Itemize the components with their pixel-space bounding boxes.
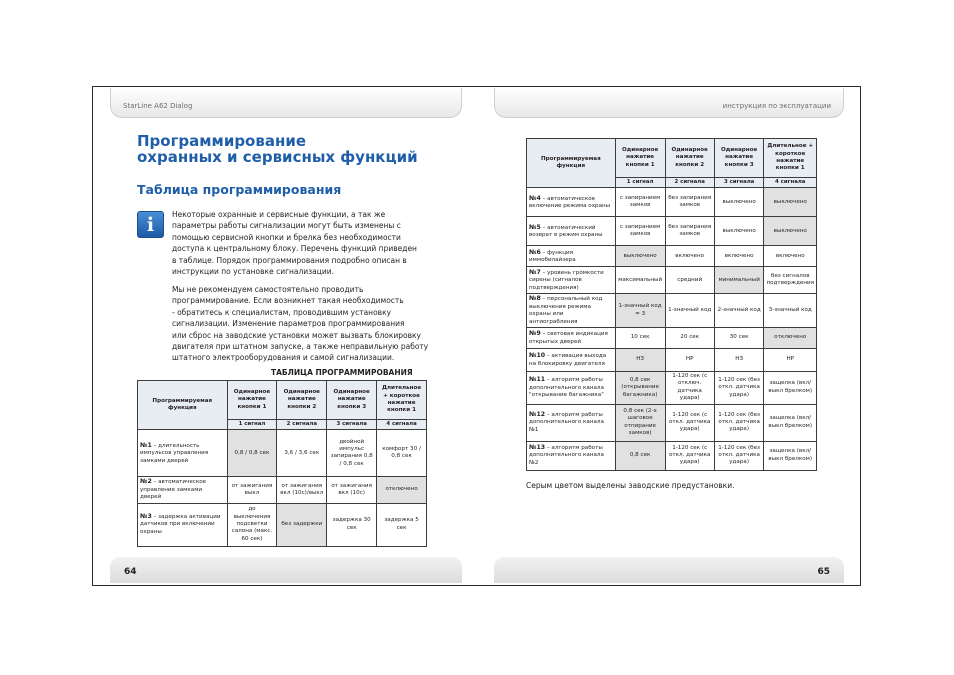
- table-row: [527, 188, 817, 217]
- value-cell: включено: [764, 246, 817, 267]
- table-row: [527, 372, 817, 405]
- function-cell: [527, 246, 616, 267]
- value-cell: минимальный: [714, 267, 764, 294]
- table-row: [527, 349, 817, 372]
- right-footer-bar: [494, 557, 844, 583]
- function-number: №1: [140, 441, 152, 449]
- right-header-bar: [494, 88, 844, 118]
- function-number: №2: [140, 478, 152, 486]
- left-footer-bar: [110, 557, 462, 583]
- value-cell: 2-значный код: [714, 294, 764, 328]
- value-cell: 3-значный код: [764, 294, 817, 328]
- value-cell: выключено: [764, 188, 817, 217]
- signal-1: 1 сигнал: [615, 178, 665, 188]
- function-number: №10: [529, 352, 546, 360]
- value-cell: защелка (вкл/выкл брелком): [764, 441, 817, 470]
- paragraph-line: инструкции по установке сигнализации.: [172, 267, 335, 277]
- function-description: – длительность импульсов управления замками дверей: [140, 442, 209, 464]
- function-description: – уровень громкости сирены (сигналов подтверждения): [529, 269, 604, 291]
- function-number: №12: [529, 411, 546, 419]
- page-number-left: 64: [124, 567, 137, 577]
- warning-paragraph: [172, 284, 430, 364]
- function-description: – активация выхода на блокировку двигателя: [529, 353, 607, 367]
- value-cell: максимальный: [615, 267, 665, 294]
- programming-table-right: [526, 138, 817, 471]
- right-header-text: инструкция по эксплуатации: [722, 102, 831, 110]
- header-c4: Длительное + короткое нажатие кнопки 1: [764, 139, 817, 178]
- left-header-text: StarLine A62 Dialog: [123, 102, 193, 110]
- function-number: №9: [529, 330, 541, 338]
- paragraph-line: Некоторые охранные и сервисные функции, а так же: [172, 210, 386, 219]
- value-cell: отключено: [764, 328, 817, 349]
- paragraph-line: параметры работы сигнализации могут быть изменены с: [172, 221, 401, 231]
- function-cell: [527, 441, 616, 470]
- table-row: [527, 441, 817, 470]
- value-cell: 10 сек: [615, 328, 665, 349]
- value-cell: 1-120 сек (без откл. датчика удара): [714, 441, 764, 470]
- function-description: – алгоритм работы дополнительного канала №2: [529, 445, 604, 466]
- value-cell: до выключения подсветки салона (макс. 60 сек): [227, 503, 277, 546]
- table-caption: ТАБЛИЦА ПРОГРАММИРОВАНИЯ: [271, 368, 413, 377]
- value-cell: без запирания замков: [665, 217, 714, 246]
- function-description: – алгоритм работы дополнительного канала №1: [529, 412, 604, 433]
- value-cell: комфорт 30 / 0,8 сек: [377, 430, 427, 477]
- paragraph-line: или сброс на заводские установки может вызвать блокировку: [172, 330, 421, 340]
- value-cell: 1-120 сек (без откл. датчика удара): [714, 372, 764, 405]
- left-header-bar: [110, 88, 462, 118]
- value-cell: 0,8 / 0,8 сек: [227, 430, 277, 477]
- value-cell: 3,6 / 3,6 сек: [277, 430, 327, 477]
- function-cell: [138, 430, 228, 477]
- signal-2: 2 сигнала: [277, 420, 327, 430]
- section-subtitle: Таблица программирования: [137, 182, 342, 197]
- table-header-row: [527, 139, 817, 178]
- function-description: – функция иммобилайзера: [529, 249, 576, 263]
- value-cell: 0,8 сек: [615, 441, 665, 470]
- intro-paragraph: [172, 209, 430, 277]
- header-c3: Одинарное нажатие кнопки 3: [714, 139, 764, 178]
- info-icon: i: [137, 211, 164, 238]
- paragraph-line: Мы не рекомендуем самостоятельно проводить: [172, 285, 364, 294]
- paragraph-line: - обратитесь к специалистам, проводившим установку: [172, 307, 392, 317]
- table-row: [138, 503, 427, 546]
- value-cell: средний: [665, 267, 714, 294]
- function-description: – персональный код выключения режима охраны или антиограбления: [529, 296, 603, 325]
- value-cell: от зажигания вкл (10с): [327, 477, 377, 503]
- header-func: Программируемая функция: [527, 139, 616, 188]
- value-cell: НР: [665, 349, 714, 372]
- function-description: – автоматическое управление замками дверей: [140, 479, 207, 501]
- value-cell: с запиранием замков: [615, 188, 665, 217]
- table-row: [138, 477, 427, 503]
- value-cell: задержка 30 сек: [327, 503, 377, 546]
- function-cell: [527, 267, 616, 294]
- value-cell: защелка (вкл/выкл брелком): [764, 372, 817, 405]
- function-number: №5: [529, 223, 541, 231]
- function-number: №3: [140, 513, 152, 521]
- function-number: №8: [529, 295, 541, 303]
- table-header-row: [138, 381, 427, 420]
- value-cell: без запирания замков: [665, 188, 714, 217]
- function-cell: [138, 503, 228, 546]
- paragraph-line: двигателя при штатном запуске, а также неправильную работу: [172, 342, 429, 352]
- paragraph-line: сигнализации. Изменение параметров программирования: [172, 319, 405, 329]
- signal-3: 3 сигнала: [714, 178, 764, 188]
- function-description: – задержка активации датчиков при включении охраны: [140, 514, 221, 535]
- value-cell: НЗ: [615, 349, 665, 372]
- value-cell: 20 сек: [665, 328, 714, 349]
- header-c4: Длительное + короткое нажатие кнопки 1: [377, 381, 427, 420]
- function-cell: [527, 294, 616, 328]
- value-cell: выключено: [615, 246, 665, 267]
- value-cell: 1-120 сек (без откл. датчика удара): [714, 404, 764, 441]
- table-row: [527, 328, 817, 349]
- header-c1: Одинарное нажатие кнопки 1: [227, 381, 277, 420]
- function-description: – автоматический возврат в режим охраны: [529, 224, 603, 238]
- value-cell: от зажигания выкл: [227, 477, 277, 503]
- value-cell: выключено: [714, 188, 764, 217]
- value-cell: выключено: [714, 217, 764, 246]
- signal-4: 4 сигнала: [377, 420, 427, 430]
- function-number: №13: [529, 444, 546, 452]
- paragraph-line: помощью сервисной кнопки и брелка без необходимости: [172, 232, 401, 242]
- value-cell: без сигналов подтверждения: [764, 267, 817, 294]
- table-row: [527, 294, 817, 328]
- value-cell: от зажигания вкл (10с)/выкл: [277, 477, 327, 503]
- value-cell: без задержки: [277, 503, 327, 546]
- header-c2: Одинарное нажатие кнопки 2: [277, 381, 327, 420]
- paragraph-line: программирование. Если возникнет такая необходимость: [172, 296, 404, 306]
- function-cell: [527, 328, 616, 349]
- header-c1: Одинарное нажатие кнопки 1: [615, 139, 665, 178]
- value-cell: защелка (вкл/выкл брелком): [764, 404, 817, 441]
- table-row: [527, 267, 817, 294]
- value-cell: с запиранием замков: [615, 217, 665, 246]
- table-row: [527, 246, 817, 267]
- function-cell: [527, 372, 616, 405]
- value-cell: двойной импульс запирания 0,8 / 0,8 сек: [327, 430, 377, 477]
- function-cell: [527, 404, 616, 441]
- value-cell: 1-120 сек (с отключ. датчика удара): [665, 372, 714, 405]
- table-row: [527, 217, 817, 246]
- value-cell: 1-120 сек (с откл. датчика удара): [665, 441, 714, 470]
- value-cell: 0,8 сек (открывание багажника): [615, 372, 665, 405]
- function-number: №11: [529, 376, 546, 384]
- value-cell: 1-значный код: [665, 294, 714, 328]
- signal-1: 1 сигнал: [227, 420, 277, 430]
- header-c2: Одинарное нажатие кнопки 2: [665, 139, 714, 178]
- function-cell: [138, 477, 228, 503]
- signal-2: 2 сигнала: [665, 178, 714, 188]
- value-cell: 1-120 сек (с откл. датчика удара): [665, 404, 714, 441]
- table-row: [138, 430, 427, 477]
- function-number: №4: [529, 194, 541, 202]
- value-cell: отключено: [377, 477, 427, 503]
- page-number-right: 65: [817, 567, 830, 577]
- table-row: [527, 404, 817, 441]
- function-cell: [527, 217, 616, 246]
- value-cell: задержка 5 сек: [377, 503, 427, 546]
- paragraph-line: доступа к центральному блоку. Перечень функций приведен: [172, 244, 417, 254]
- value-cell: НЗ: [714, 349, 764, 372]
- programming-table-left: [137, 380, 427, 547]
- factory-defaults-note: Серым цветом выделены заводские предустановки.: [526, 481, 735, 490]
- function-description: – световая индикация открытых дверей: [529, 331, 608, 345]
- value-cell: 1-значный код = 3: [615, 294, 665, 328]
- value-cell: 0,8 сек (2-х шаговое отпирание замков): [615, 404, 665, 441]
- value-cell: 30 сек: [714, 328, 764, 349]
- function-number: №6: [529, 248, 541, 256]
- value-cell: выключено: [764, 217, 817, 246]
- header-func: Программируемая функция: [138, 381, 228, 430]
- paragraph-line: в таблице. Порядок программирования подробно описан в: [172, 255, 407, 265]
- paragraph-line: штатного электрооборудования и самой сигнализации.: [172, 353, 395, 363]
- function-cell: [527, 349, 616, 372]
- header-c3: Одинарное нажатие кнопки 3: [327, 381, 377, 420]
- page-title: Программирование охранных и сервисных функций: [137, 132, 418, 166]
- value-cell: включено: [665, 246, 714, 267]
- function-description: – автоматическое включение режима охраны: [529, 195, 611, 209]
- function-description: – алгоритм работы дополнительного канала "открывание багажника": [529, 377, 604, 399]
- function-number: №7: [529, 268, 541, 276]
- value-cell: НР: [764, 349, 817, 372]
- signal-4: 4 сигнала: [764, 178, 817, 188]
- signal-3: 3 сигнала: [327, 420, 377, 430]
- function-cell: [527, 188, 616, 217]
- value-cell: включено: [714, 246, 764, 267]
